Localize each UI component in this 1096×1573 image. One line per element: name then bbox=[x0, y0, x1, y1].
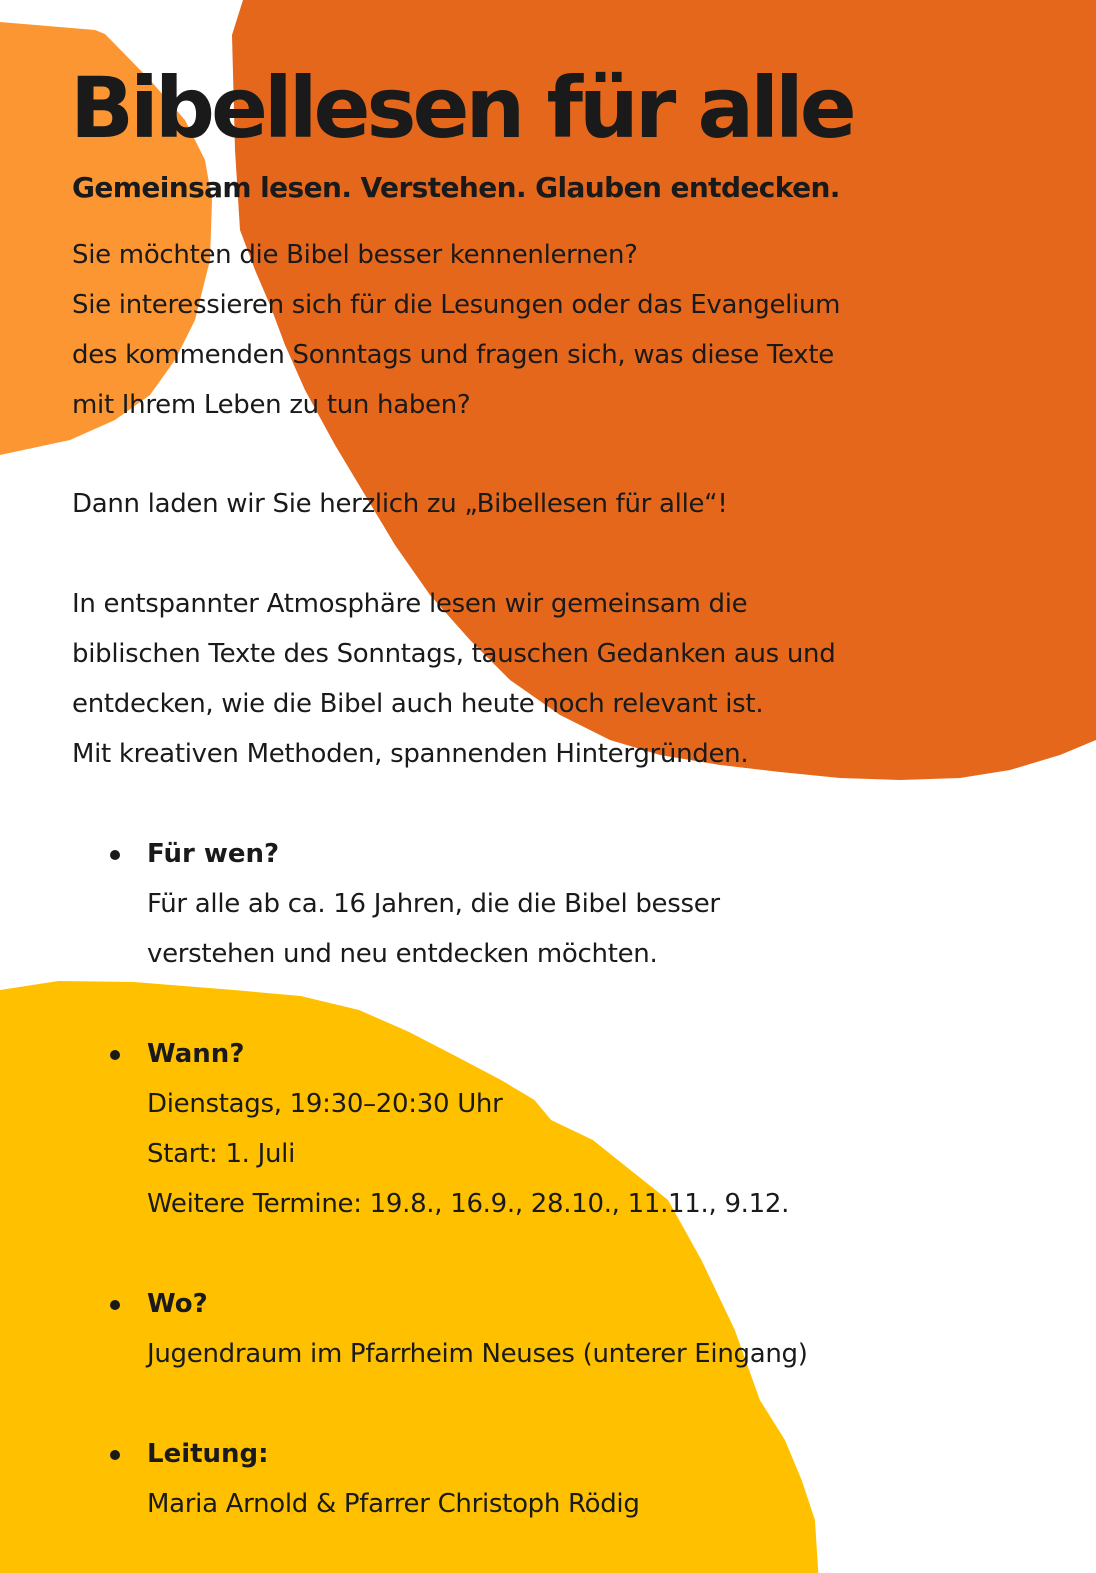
detail-line: Dienstags, 19:30–20:30 Uhr bbox=[147, 1089, 503, 1119]
detail-line: Weitere Termine: 19.8., 16.9., 28.10., 11.11., 9.12. bbox=[147, 1189, 790, 1219]
description-line: entdecken, wie die Bibel auch heute noch relevant ist. bbox=[72, 689, 764, 719]
bullet-icon bbox=[110, 1300, 120, 1310]
detail-line: Für alle ab ca. 16 Jahren, die die Bibel besser bbox=[147, 889, 720, 919]
detail-line: Jugendraum im Pfarrheim Neuses (unterer Eingang) bbox=[147, 1339, 808, 1369]
detail-heading: Wann? bbox=[147, 1039, 245, 1069]
detail-line: Start: 1. Juli bbox=[147, 1139, 296, 1169]
detail-body bbox=[147, 1079, 789, 1229]
description-line: In entspannter Atmosphäre lesen wir gemeinsam die bbox=[72, 589, 748, 619]
detail-line: Maria Arnold & Pfarrer Christoph Rödig bbox=[147, 1489, 640, 1519]
description-line: biblischen Texte des Sonntags, tauschen Gedanken aus und bbox=[72, 639, 836, 669]
invitation-text: Dann laden wir Sie herzlich zu „Bibellesen für alle“! bbox=[72, 489, 728, 519]
subtitle: Gemeinsam lesen. Verstehen. Glauben entdecken. bbox=[72, 171, 840, 204]
detail-heading: Für wen? bbox=[147, 839, 280, 869]
bullet-icon bbox=[110, 1450, 120, 1460]
bullet-icon bbox=[110, 850, 120, 860]
bullet-icon bbox=[110, 1050, 120, 1060]
description-paragraph bbox=[72, 579, 835, 779]
intro-line: Sie interessieren sich für die Lesungen oder das Evangelium bbox=[72, 290, 841, 320]
detail-body bbox=[147, 879, 720, 979]
intro-paragraph bbox=[72, 230, 840, 430]
invitation-paragraph bbox=[72, 479, 727, 529]
detail-body bbox=[147, 1329, 808, 1379]
intro-line: Sie möchten die Bibel besser kennenlernen? bbox=[72, 240, 638, 270]
intro-line: mit Ihrem Leben zu tun haben? bbox=[72, 390, 471, 420]
detail-heading: Wo? bbox=[147, 1289, 208, 1319]
description-line: Mit kreativen Methoden, spannenden Hintergründen. bbox=[72, 739, 749, 769]
detail-body bbox=[147, 1479, 640, 1529]
page-title: Bibellesen für alle bbox=[70, 59, 853, 157]
detail-heading: Leitung: bbox=[147, 1439, 269, 1469]
intro-line: des kommenden Sonntags und fragen sich, was diese Texte bbox=[72, 340, 834, 370]
detail-line: verstehen und neu entdecken möchten. bbox=[147, 939, 658, 969]
